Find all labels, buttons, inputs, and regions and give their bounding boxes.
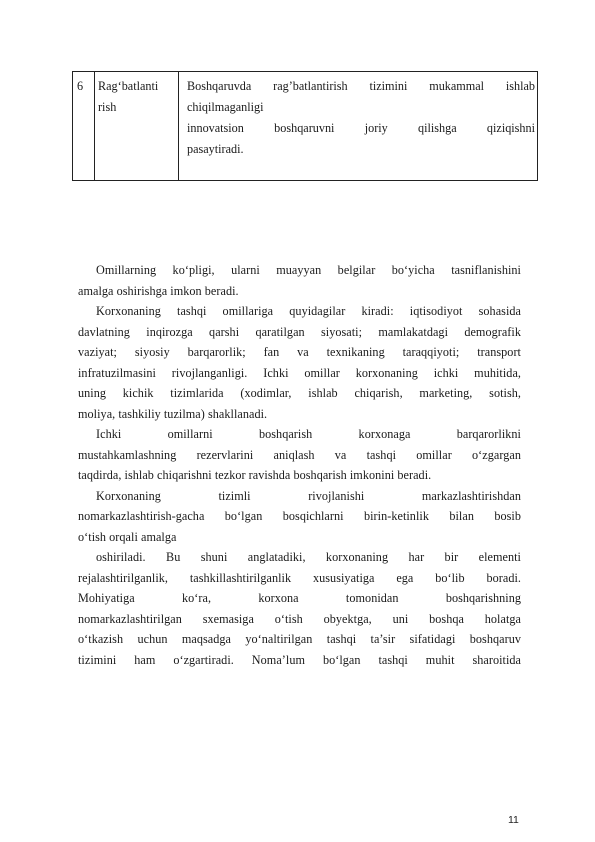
body-line: rejalashtirilganlik, tashkillashtirilganlik xususiyatiga ega bo‘lib boradi. (78, 570, 521, 585)
body-line: amalga oshirishga imkon beradi. (78, 283, 239, 298)
description-line-1: Boshqaruvda rag’batlantirish tizimini mukammal ishlab (187, 79, 535, 93)
body-line: tizimini ham o‘zgartiradi. Noma’lum bo‘lgan tashqi muhit sharoitida (78, 652, 521, 667)
body-line: nomarkazlashtirish-gacha bo‘lgan bosqichlarni birin-ketinlik bilan bosib (78, 509, 521, 523)
body-line: Mohiyatiga ko‘ra, korxona tomonidan boshqarishning (78, 591, 521, 605)
body-line: o‘tkazish uchun maqsadga yo‘naltirilgan tashqi ta’sir sifatidagi boshqaruv (78, 632, 521, 646)
body-line: oshiriladi. Bu shuni anglatadiki, korxonaning har bir elementi (96, 550, 521, 564)
description-line-2: chiqilmaganligi (187, 100, 264, 114)
body-line: Korxonaning tashqi omillariga quyidagilar kiradi: iqtisodiyot sohasida (96, 304, 521, 318)
row-number-cell (73, 72, 95, 181)
body-text (78, 260, 521, 670)
factor-name-line-1: Rag‘batlanti (98, 79, 159, 93)
body-line: moliya, tashkiliy tuzilma) shakllanadi. (78, 406, 268, 421)
factor-name-line-2: rish (98, 100, 117, 114)
body-line: mustahkamlashning rezervlarini aniqlash va tashqi omillar o‘zgargan (78, 447, 521, 462)
description-line-4: pasaytiradi. (187, 142, 244, 156)
body-line: vaziyat; siyosiy barqarorlik; fan va texnikaning taraqqiyoti; transport (78, 345, 521, 359)
description-line-3: innovatsion boshqaruvni joriy qilishga qiziqishni (187, 121, 535, 135)
body-line: nomarkazlashtirilgan sxemasiga o‘tish obyektga, uni boshqa holatga (78, 611, 521, 626)
table-row (73, 72, 538, 181)
body-line: Omillarning ko‘pligi, ularni muayyan belgilar bo‘yicha tasniflanishini (96, 263, 521, 277)
body-line: davlatning inqirozga qarshi qaratilgan siyosati; mamlakatdagi demografik (78, 324, 521, 339)
page-number: 11 (508, 814, 519, 826)
factor-description-cell (179, 72, 538, 181)
body-line: uning kichik tizimlarida (xodimlar, ishlab chiqarish, marketing, sotish, (78, 386, 521, 400)
body-line: taqdirda, ishlab chiqarishni tezkor ravishda boshqarish imkonini beradi. (78, 468, 432, 482)
body-line: Korxonaning tizimli rivojlanishi markazlashtirishdan (96, 488, 521, 503)
body-line: infratuzilmasini rivojlanganligi. Ichki omillar korxonaning ichki muhitida, (78, 365, 521, 380)
factor-name-cell (95, 72, 179, 181)
body-line: Ichki omillarni boshqarish korxonaga barqarorlikni (96, 427, 521, 441)
row-number: 6 (77, 79, 84, 93)
factors-table (72, 71, 538, 181)
body-line: o‘tish orqali amalga (78, 529, 177, 544)
